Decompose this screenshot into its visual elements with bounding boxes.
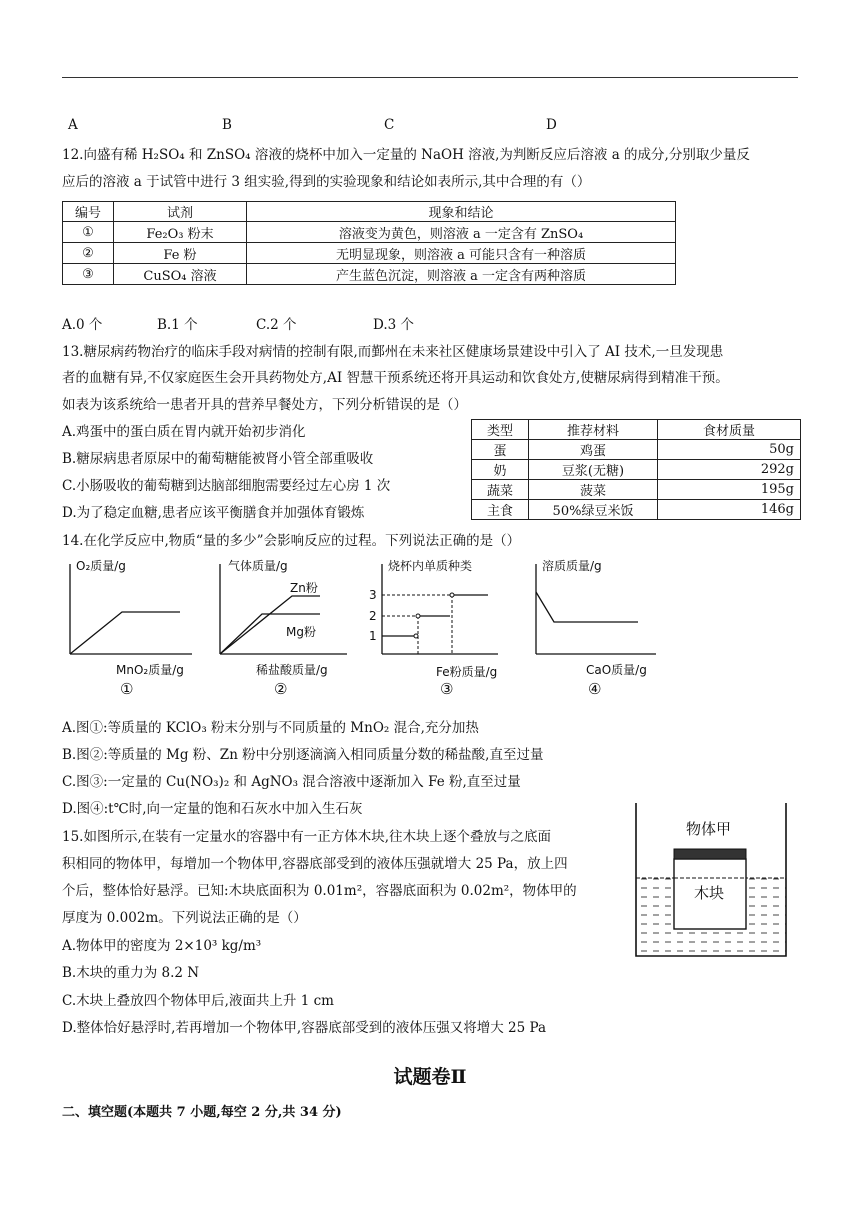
q15-stem-line1: 15.如图所示,在装有一定量水的容器中有一正方体木块,往木块上逐个叠放与之底面 [62, 829, 552, 845]
table-cell: 鸡蛋 [529, 440, 658, 460]
q15-option-a: A.物体甲的密度为 2×10³ kg/m³ [62, 938, 262, 954]
q15-option-b: B.木块的重力为 8.2 N [62, 965, 200, 981]
table-header-row [63, 202, 676, 222]
prev-option-c: C [384, 117, 395, 133]
q14-option-d: D.图④:t℃时,向一定量的饱和石灰水中加入生石灰 [62, 801, 363, 817]
graph-4-curve [536, 592, 638, 622]
q12-option-a: A.0 个 [62, 317, 103, 333]
table-row [63, 264, 676, 285]
table-row [472, 500, 801, 520]
table-cell: ① [63, 222, 114, 243]
graph-3-tick-2: 2 [369, 609, 377, 623]
graph-1-xlabel: MnO₂质量/g [116, 663, 184, 677]
table-row [472, 480, 801, 500]
graph-4-caption: ④ [588, 680, 602, 698]
graph-3-tick-1: 1 [369, 629, 377, 643]
graph-4-ylabel: 溶质质量/g [542, 559, 602, 573]
table-cell: 50g [658, 440, 801, 460]
graph-3-point [416, 614, 420, 618]
q13-stem-line1: 13.糖尿病药物治疗的临床手段对病情的控制有限,而鄞州在未来社区健康场景建设中引入了 AI 技术,一旦发现患 [62, 344, 724, 360]
table-cell: 豆浆(无糖) [529, 460, 658, 480]
table-cell: Fe 粉 [114, 243, 247, 264]
q13-stem-line3: 如表为该系统给一患者开具的营养早餐处方，下列分析错误的是（） [62, 397, 467, 413]
q13-option-b: B.糖尿病患者原尿中的葡萄糖能被肾小管全部重吸收 [62, 451, 374, 467]
table-cell: 195g [658, 480, 801, 500]
q12-stem-line2: 应后的溶液 a 于试管中进行 3 组实验,得到的实验现象和结论如表所示,其中合理的有（） [62, 174, 591, 190]
q15-option-d: D.整体恰好悬浮时,若再增加一个物体甲,容器底部受到的液体压强又将增大 25 Pa [62, 1020, 547, 1036]
section-title: 试题卷Ⅱ [393, 1066, 467, 1088]
q15-option-c: C.木块上叠放四个物体甲后,液面共上升 1 cm [62, 993, 334, 1009]
prev-option-b: B [222, 117, 232, 133]
header-cell: 食材质量 [658, 420, 801, 440]
table-cell: 主食 [472, 500, 529, 520]
header-rule [62, 77, 798, 78]
label-wood-block: 木块 [694, 884, 725, 902]
graph-2-caption: ② [274, 680, 288, 698]
graph-1 [62, 556, 212, 690]
graph-1-ylabel: O₂质量/g [76, 559, 126, 573]
q12-option-b: B.1 个 [157, 317, 198, 333]
graph-3-xlabel: Fe粉质量/g [436, 665, 498, 679]
q15-stem-line4: 厚度为 0.002m。下列说法正确的是（） [62, 910, 307, 926]
table-cell: 蔬菜 [472, 480, 529, 500]
graph-3-ylabel: 烧杯内单质种类 [388, 559, 473, 573]
table-cell: 146g [658, 500, 801, 520]
label-object-jia: 物体甲 [686, 820, 732, 838]
q12-table [62, 201, 676, 285]
table-cell: 菠菜 [529, 480, 658, 500]
graph-2 [212, 556, 362, 690]
table-header-row [472, 420, 801, 440]
graph-3-point [414, 634, 418, 638]
q14-option-c: C.图③:一定量的 Cu(NO₃)₂ 和 AgNO₃ 混合溶液中逐渐加入 Fe 粉,直至过量 [62, 774, 521, 790]
table-cell: 292g [658, 460, 801, 480]
table-cell: ② [63, 243, 114, 264]
graph-3 [366, 556, 516, 690]
table-cell: 无明显现象，则溶液 a 可能只含有一种溶质 [247, 243, 676, 264]
q13-option-c: C.小肠吸收的葡萄糖到达脑部细胞需要经过左心房 1 次 [62, 478, 391, 494]
graph-2-series-mg: Mg粉 [286, 625, 316, 639]
header-cell: 推荐材料 [529, 420, 658, 440]
header-cell: 类型 [472, 420, 529, 440]
table-row [472, 460, 801, 480]
table-cell: 奶 [472, 460, 529, 480]
graph-2-svg [212, 556, 362, 686]
graph-2-series-zn: Zn粉 [290, 581, 318, 595]
table-cell: CuSO₄ 溶液 [114, 264, 247, 285]
table-cell: 50%绿豆米饭 [529, 500, 658, 520]
q14-stem: 14.在化学反应中,物质“量的多少”会影响反应的过程。下列说法正确的是（） [62, 533, 521, 549]
q15-figure [628, 803, 793, 967]
table-cell: Fe₂O₃ 粉末 [114, 222, 247, 243]
table-row [63, 243, 676, 264]
header-cell: 编号 [63, 202, 114, 222]
graph-1-caption: ① [120, 680, 134, 698]
prev-option-a: A [68, 117, 78, 133]
header-cell: 试剂 [114, 202, 247, 222]
graph-4 [530, 556, 680, 690]
prev-option-d: D [546, 117, 557, 133]
q13-option-a: A.鸡蛋中的蛋白质在胃内就开始初步消化 [62, 424, 306, 440]
graph-4-svg [530, 556, 680, 686]
q12-stem-line1: 12.向盛有稀 H₂SO₄ 和 ZnSO₄ 溶液的烧杯中加入一定量的 NaOH 溶液,为判断反应后溶液 a 的成分,分别取少量反 [62, 147, 750, 163]
graph-3-tick-3: 3 [369, 588, 377, 602]
q14-option-a: A.图①:等质量的 KClO₃ 粉末分别与不同质量的 MnO₂ 混合,充分加热 [62, 720, 479, 736]
q13-option-d: D.为了稳定血糖,患者应该平衡膳食并加强体育锻炼 [62, 505, 365, 521]
q15-stem-line2: 积相同的物体甲，每增加一个物体甲,容器底部受到的液体压强就增大 25 Pa，放上四 [62, 856, 568, 872]
q15-stem-line3: 个后，整体恰好悬浮。已知:木块底面积为 0.01m²，容器底面积为 0.02m²，物体甲的 [62, 883, 577, 899]
table-cell: 溶液变为黄色，则溶液 a 一定含有 ZnSO₄ [247, 222, 676, 243]
table-cell: ③ [63, 264, 114, 285]
graph-3-svg [366, 556, 516, 686]
q13-table [471, 419, 801, 520]
table-cell: 产生蓝色沉淀，则溶液 a 一定含有两种溶质 [247, 264, 676, 285]
graph-2-ylabel: 气体质量/g [228, 559, 288, 573]
header-cell: 现象和结论 [247, 202, 676, 222]
graph-2-xlabel: 稀盐酸质量/g [256, 663, 328, 677]
section-heading: 二、填空题(本题共 7 小题,每空 2 分,共 34 分) [62, 1105, 342, 1120]
table-row [472, 440, 801, 460]
q12-option-d: D.3 个 [373, 317, 415, 333]
object-jia [674, 849, 746, 859]
graph-4-xlabel: CaO质量/g [586, 663, 647, 677]
graph-3-point [450, 593, 454, 597]
q13-stem-line2: 者的血糖有异,不仅家庭医生会开具药物处方,AI 智慧干预系统还将开具运动和饮食处方,使糖尿病得到精准干预。 [62, 370, 729, 386]
table-cell: 蛋 [472, 440, 529, 460]
graph-1-svg [62, 556, 212, 686]
q14-option-b: B.图②:等质量的 Mg 粉、Zn 粉中分别逐滴滴入相同质量分数的稀盐酸,直至过量 [62, 747, 544, 763]
q12-option-c: C.2 个 [256, 317, 297, 333]
graph-1-curve [70, 612, 180, 654]
graph-3-caption: ③ [440, 680, 454, 698]
q15-figure-svg [628, 803, 793, 963]
table-row [63, 222, 676, 243]
